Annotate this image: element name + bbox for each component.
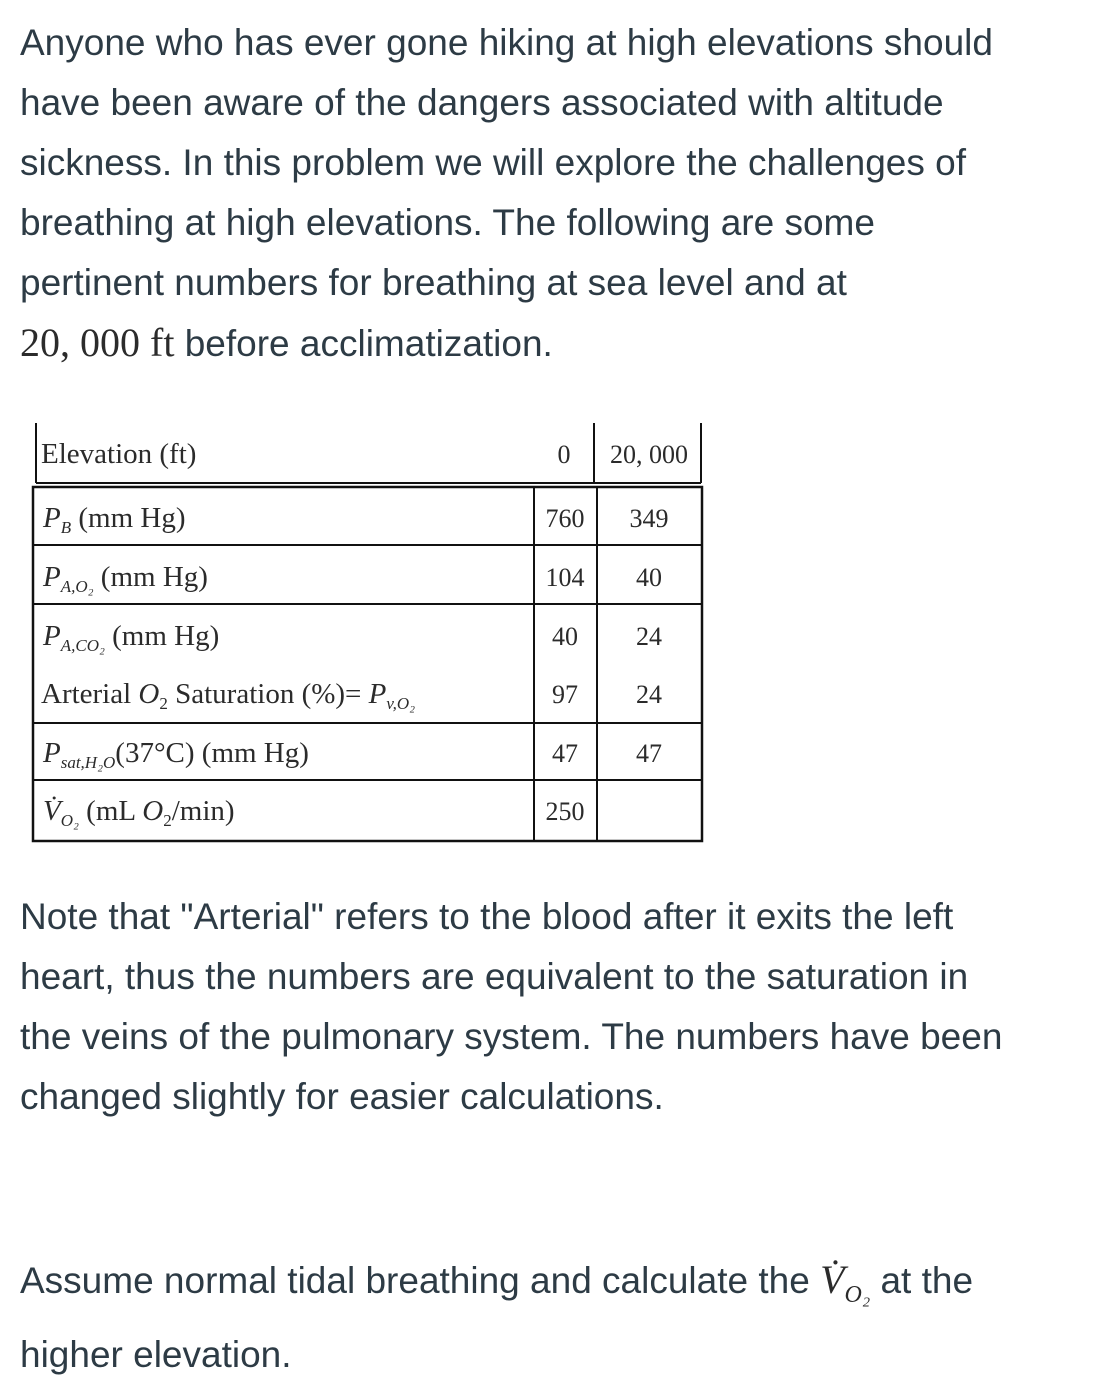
- row-label-paco2: $P_{A,CO_2}$ (mm Hg): [43, 620, 220, 655]
- elevation-value: 20, 000: [20, 320, 140, 365]
- pao2-sea-level: 104: [545, 563, 585, 592]
- intro-line-6: [20, 313, 1100, 374]
- intro-line-1: Anyone who has ever gone hiking at high elevations should: [20, 22, 993, 63]
- vo2-symbol: $V̇_{O_2}$: [820, 1257, 871, 1308]
- note-paragraph: [20, 887, 1100, 1127]
- saturation-sea-level: 97: [552, 680, 578, 709]
- note-line-3: the veins of the pulmonary system. The numbers have been: [20, 1016, 1003, 1057]
- psat-high: 47: [636, 739, 662, 768]
- row-label-pao2: $P_{A,O_2}$ (mm Hg): [43, 561, 208, 596]
- question-line-2: higher elevation.: [20, 1334, 292, 1375]
- question-line-1: Assume normal tidal breathing and calculate the $V̇_{O_2}$ at the: [20, 1257, 974, 1308]
- row-label-psat-h2o: $P_{sat,H_2O}(37^\circ C)$ (mm Hg): [43, 737, 309, 772]
- elevation-unit: ft: [150, 320, 175, 365]
- question-paragraph: [20, 1250, 1100, 1385]
- intro-line-2: have been aware of the dangers associated with altitude: [20, 82, 944, 123]
- row-label-vo2: $V̇_{O_2}$ (mL $O_2/\min$): [43, 795, 235, 830]
- row-label-arterial-saturation: Arterial $O_2$ Saturation (%)= $P_{v,O_2}$: [41, 678, 416, 713]
- elevation-label: Elevation (ft): [41, 438, 197, 470]
- psat-sea-level: 47: [552, 739, 578, 768]
- note-line-4: changed slightly for easier calculations.: [20, 1076, 664, 1117]
- pb-sea-level: 760: [545, 504, 585, 533]
- paco2-sea-level: 40: [552, 622, 578, 651]
- pb-high: 349: [629, 504, 669, 533]
- note-line-1: Note that "Arterial" refers to the blood after it exits the left: [20, 896, 954, 937]
- data-table: [31, 423, 704, 843]
- paco2-high: 24: [636, 622, 662, 651]
- saturation-high: 24: [636, 680, 662, 709]
- intro-line-5: pertinent numbers for breathing at sea level and at: [20, 262, 847, 303]
- intro-line-6-text: before acclimatization.: [174, 323, 553, 364]
- row-label-pb: $P_B$ (mm Hg): [43, 502, 186, 537]
- intro-line-4: breathing at high elevations. The following are some: [20, 202, 875, 243]
- col-header-20000: 20, 000: [610, 440, 688, 469]
- vo2-sea-level: 250: [545, 797, 585, 826]
- col-header-0: 0: [557, 440, 571, 469]
- pao2-high: 40: [636, 563, 662, 592]
- intro-paragraph: [20, 13, 1100, 374]
- intro-line-3: sickness. In this problem we will explore the challenges of: [20, 142, 967, 183]
- note-line-2: heart, thus the numbers are equivalent to the saturation in: [20, 956, 969, 997]
